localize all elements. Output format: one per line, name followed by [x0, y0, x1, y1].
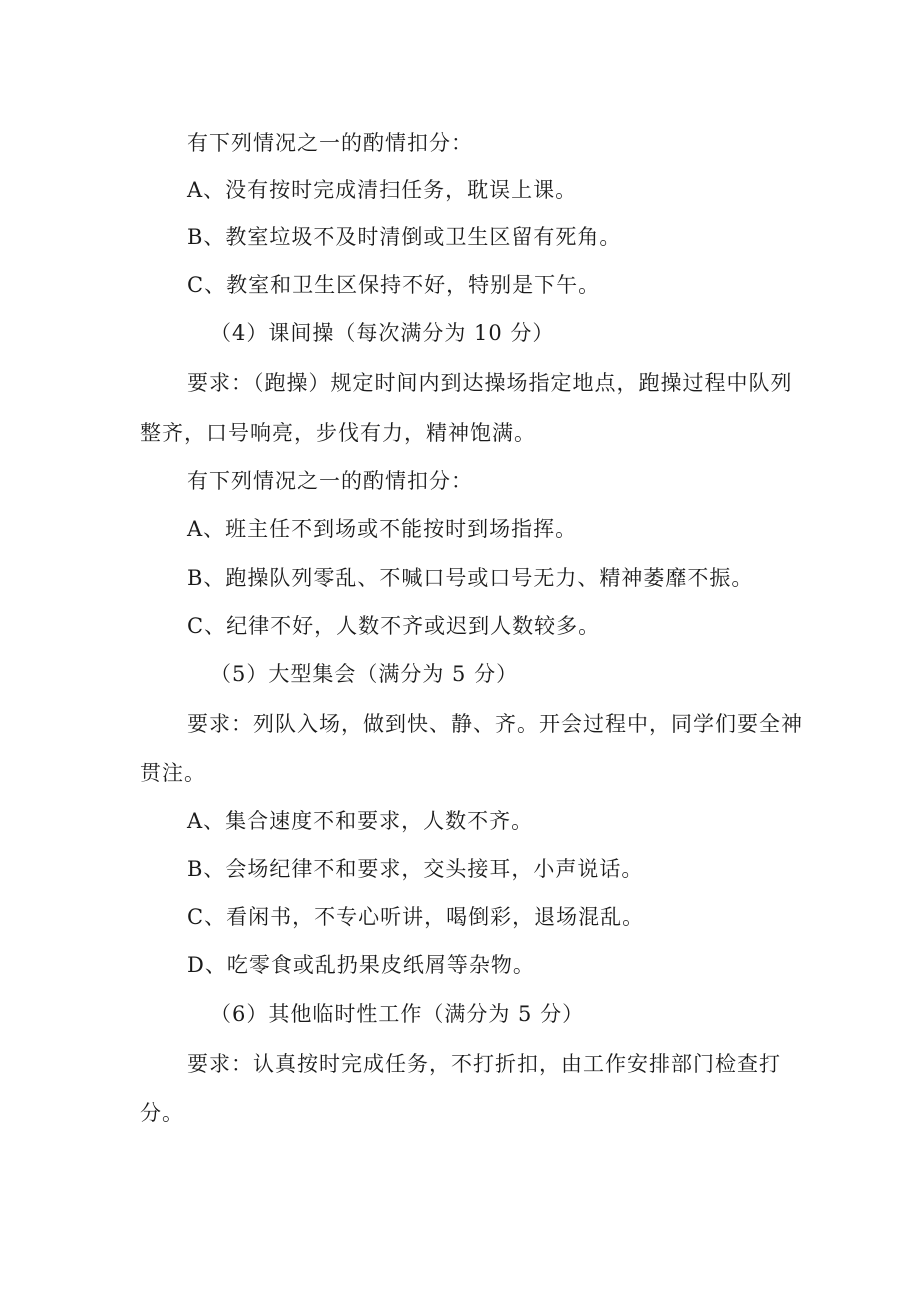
- section-heading-5: （5）大型集会（满分为 5 分）: [210, 662, 519, 686]
- item-b-cleaning: B、教室垃圾不及时清倒或卫生区留有死角。: [187, 225, 622, 249]
- item-a-exercise: A、班主任不到场或不能按时到场指挥。: [187, 517, 578, 541]
- item-c-assembly: C、看闲书，不专心听讲，喝倒彩，退场混乱。: [187, 905, 645, 929]
- item-a-assembly: A、集合速度不和要求，人数不齐。: [187, 809, 534, 833]
- item-b-assembly: B、会场纪律不和要求，交头接耳，小声说话。: [187, 857, 644, 881]
- item-b-exercise: B、跑操队列零乱、不喊口号或口号无力、精神萎靡不振。: [187, 566, 754, 590]
- item-c-exercise: C、纪律不好，人数不齐或迟到人数较多。: [187, 614, 601, 638]
- section-heading-4: （4）课间操（每次满分为 10 分）: [210, 321, 555, 345]
- requirement-other-line-1: 要求：认真按时完成任务，不打折扣，由工作安排部门检查打: [187, 1052, 781, 1076]
- item-a-cleaning: A、没有按时完成清扫任务，耽误上课。: [187, 178, 578, 202]
- requirement-exercise-line-1: 要求：（跑操）规定时间内到达操场指定地点，跑操过程中队列: [187, 371, 793, 395]
- section-heading-6: （6）其他临时性工作（满分为 5 分）: [210, 1002, 585, 1026]
- requirement-other-line-2: 分。: [140, 1101, 184, 1125]
- requirement-exercise-line-2: 整齐，口号响亮，步伐有力，精神饱满。: [140, 421, 536, 445]
- requirement-assembly-line-2: 贯注。: [140, 761, 206, 785]
- requirement-assembly-line-1: 要求：列队入场，做到快、静、齐。开会过程中，同学们要全神: [187, 712, 803, 736]
- item-c-cleaning: C、教室和卫生区保持不好，特别是下午。: [187, 273, 601, 297]
- paragraph-deduction-intro-1: 有下列情况之一的酌情扣分：: [187, 131, 473, 155]
- item-d-assembly: D、吃零食或乱扔果皮纸屑等杂物。: [187, 953, 535, 977]
- paragraph-deduction-intro-2: 有下列情况之一的酌情扣分：: [187, 469, 473, 493]
